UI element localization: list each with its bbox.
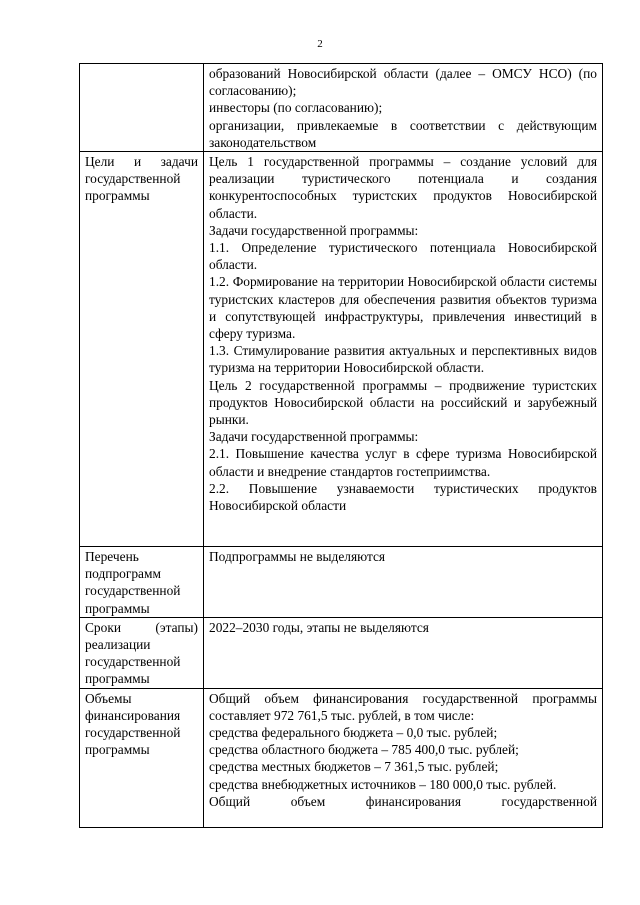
paragraph: образований Новосибирской области (далее – ОМСУ НСО) (по согласованию); <box>209 66 597 99</box>
paragraph: организации, привлекаемые в соответствии с действующим законодательством <box>209 117 597 150</box>
table-row <box>80 617 603 688</box>
row-content <box>204 547 603 618</box>
paragraph: Цель 2 государственной программы – продвижение туристских продуктов Новосибирской области на российский и зарубежный рынки. <box>209 377 597 428</box>
table-row <box>80 64 603 152</box>
paragraph: 1.1. Определение туристического потенциала Новосибирской области. <box>209 240 597 273</box>
row-content <box>204 688 603 827</box>
paragraph: Общий объем финансирования государственной <box>209 793 597 809</box>
paragraph: Подпрограммы не выделяются <box>209 549 386 565</box>
paragraph: средства местных бюджетов – 7 361,5 тыс. рублей; <box>209 759 499 775</box>
row-content <box>204 152 603 547</box>
paragraph: средства областного бюджета – 785 400,0 тыс. рублей; <box>209 742 519 758</box>
row-label: Сроки (этапы) реализации государственной программы <box>80 617 204 688</box>
page-number: 2 <box>317 38 323 50</box>
paragraph: 1.3. Стимулирование развития актуальных и перспективных видов туризма на территории Новосибирской области. <box>209 343 597 376</box>
paragraph: Цель 1 государственной программы – создание условий для реализации туристического потенциала и создания конкурентоспособных туристских продуктов Новосибирской области. <box>209 154 597 221</box>
row-label <box>80 64 204 152</box>
paragraph: Задачи государственной программы: <box>209 222 419 238</box>
table-row <box>80 547 603 618</box>
row-content <box>204 617 603 688</box>
paragraph: 2022–2030 годы, этапы не выделяются <box>209 619 429 635</box>
paragraph: Общий объем финансирования государственной программы составляет 972 761,5 тыс. рублей, в том числе: <box>209 690 597 723</box>
row-label: Перечень подпрограмм государственной программы <box>80 547 204 618</box>
paragraph: средства федерального бюджета – 0,0 тыс. рублей; <box>209 725 498 741</box>
row-content <box>204 64 603 152</box>
row-label: Объемы финансирования государственной программы <box>80 688 204 827</box>
paragraph: 2.1. Повышение качества услуг в сфере туризма Новосибирской области и внедрение стандартов гостеприимства. <box>209 446 597 479</box>
table-row <box>80 688 603 827</box>
table-row <box>80 152 603 547</box>
row-label: Цели и задачи государственной программы <box>80 152 204 547</box>
paragraph: 1.2. Формирование на территории Новосибирской области системы туристских кластеров для обеспечения развития объектов туризма и сопутствующей инфраструктуры, привлечения инвестиций в сферу туризма. <box>209 274 597 342</box>
paragraph: 2.2. Повышение узнаваемости туристических продуктов Новосибирской области <box>209 480 597 514</box>
program-passport-table <box>79 63 603 828</box>
paragraph: инвесторы (по согласованию); <box>209 100 383 116</box>
paragraph: средства внебюджетных источников – 180 000,0 тыс. рублей. <box>209 776 557 792</box>
paragraph: Задачи государственной программы: <box>209 429 419 445</box>
